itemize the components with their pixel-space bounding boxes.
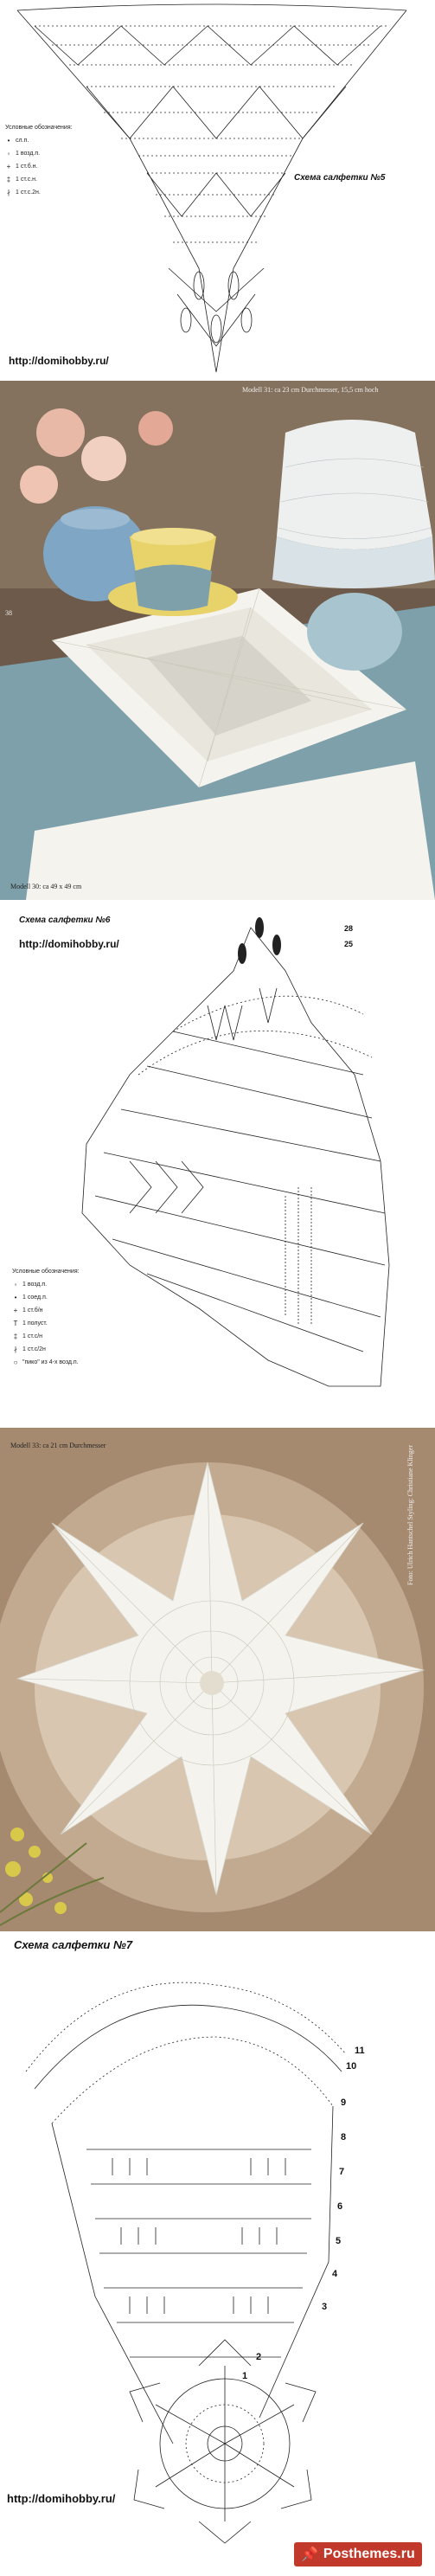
watermark-text: Posthemes.ru [323, 2547, 415, 2561]
picot-icon: ○ [13, 1359, 18, 1366]
legend-title: Условные обозначения: [12, 1269, 80, 1275]
legend-item: ◦ 1 возд.п. [12, 1278, 80, 1291]
double-crochet-icon: ‡ [6, 176, 11, 183]
row-number: 7 [339, 2167, 345, 2177]
legend-item: ∤ 1 ст.с.2н. [5, 186, 73, 199]
doily-photo-33 [0, 1428, 435, 1931]
row-number: 10 [346, 2061, 357, 2072]
source-link[interactable]: http://domihobby.ru/ [7, 2492, 116, 2505]
slip-stitch-icon: • [7, 137, 10, 145]
photo-panel-doily-30 [0, 381, 435, 900]
legend-item: T 1 полуст. [12, 1317, 80, 1330]
legend-item: • 1 соед.п. [12, 1291, 80, 1304]
source-link[interactable]: http://domihobby.ru/ [9, 355, 109, 367]
legend-item: ‡ 1 ст.с.н. [5, 173, 73, 186]
photo-panel-doily-33 [0, 1428, 435, 1931]
crochet-diagram-7 [0, 1933, 435, 2576]
row-number: 3 [322, 2302, 328, 2312]
treble-crochet-icon: ∤ [14, 1346, 17, 1353]
diagram-panel-5 [0, 0, 435, 379]
source-link[interactable]: http://domihobby.ru/ [19, 938, 119, 950]
row-number: 4 [332, 2269, 338, 2279]
chain-icon: ◦ [7, 150, 10, 157]
diagram-caption: Схема салфетки №5 [294, 173, 386, 183]
model-33-label: Modell 33: ca 21 cm Durchmesser [10, 1442, 106, 1449]
row-number: 6 [337, 2201, 343, 2212]
row-number: 2 [256, 2352, 262, 2362]
single-crochet-icon: + [13, 1307, 18, 1314]
legend-item: ∤ 1 ст.с/2н [12, 1343, 80, 1356]
watermark-badge [294, 2542, 422, 2566]
page-number: 38 [5, 609, 12, 617]
model-30-label: Modell 30: ca 49 x 49 cm [10, 883, 82, 890]
row-number: 9 [341, 2097, 347, 2108]
treble-crochet-icon: ∤ [7, 189, 10, 196]
row-number: 25 [344, 940, 354, 948]
legend-title: Условные обозначения: [5, 125, 73, 131]
diagram-panel-7 [0, 1933, 435, 2576]
model-31-label: Modell 31: ca 23 cm Durchmesser, 15,5 cm hoch [242, 386, 379, 394]
legend-item: ◦ 1 возд.п. [5, 147, 73, 160]
legend-6 [12, 1265, 80, 1369]
half-double-icon: T [13, 1320, 18, 1327]
diagram-caption: Схема салфетки №7 [14, 1938, 133, 1951]
legend-item: + 1 ст.б/н [12, 1304, 80, 1317]
pin-icon: 📌 [301, 2547, 318, 2562]
double-crochet-icon: ‡ [13, 1333, 18, 1340]
row-number: 5 [336, 2236, 342, 2246]
photo-credit: Foto: Ulrich Hantschel Styling: Christiane Klinger [406, 1445, 414, 1585]
row-number: 8 [341, 2132, 347, 2142]
diagram-caption: Схема салфетки №6 [19, 915, 111, 925]
doily-photo-30 [0, 381, 435, 900]
diagram-panel-6 [0, 902, 435, 1426]
chain-icon: ◦ [14, 1281, 17, 1288]
row-number: 1 [242, 2371, 248, 2381]
row-number: 28 [344, 924, 354, 933]
legend-item: • сл.п. [5, 134, 73, 147]
legend-item: + 1 ст.б.н. [5, 160, 73, 173]
row-number: 11 [355, 2046, 365, 2056]
legend-item: ‡ 1 ст.с/н [12, 1330, 80, 1343]
legend-5 [5, 121, 73, 199]
slip-stitch-icon: • [14, 1294, 17, 1301]
legend-item: ○ "пико" из 4-х возд.п. [12, 1356, 80, 1369]
single-crochet-icon: + [6, 163, 11, 170]
